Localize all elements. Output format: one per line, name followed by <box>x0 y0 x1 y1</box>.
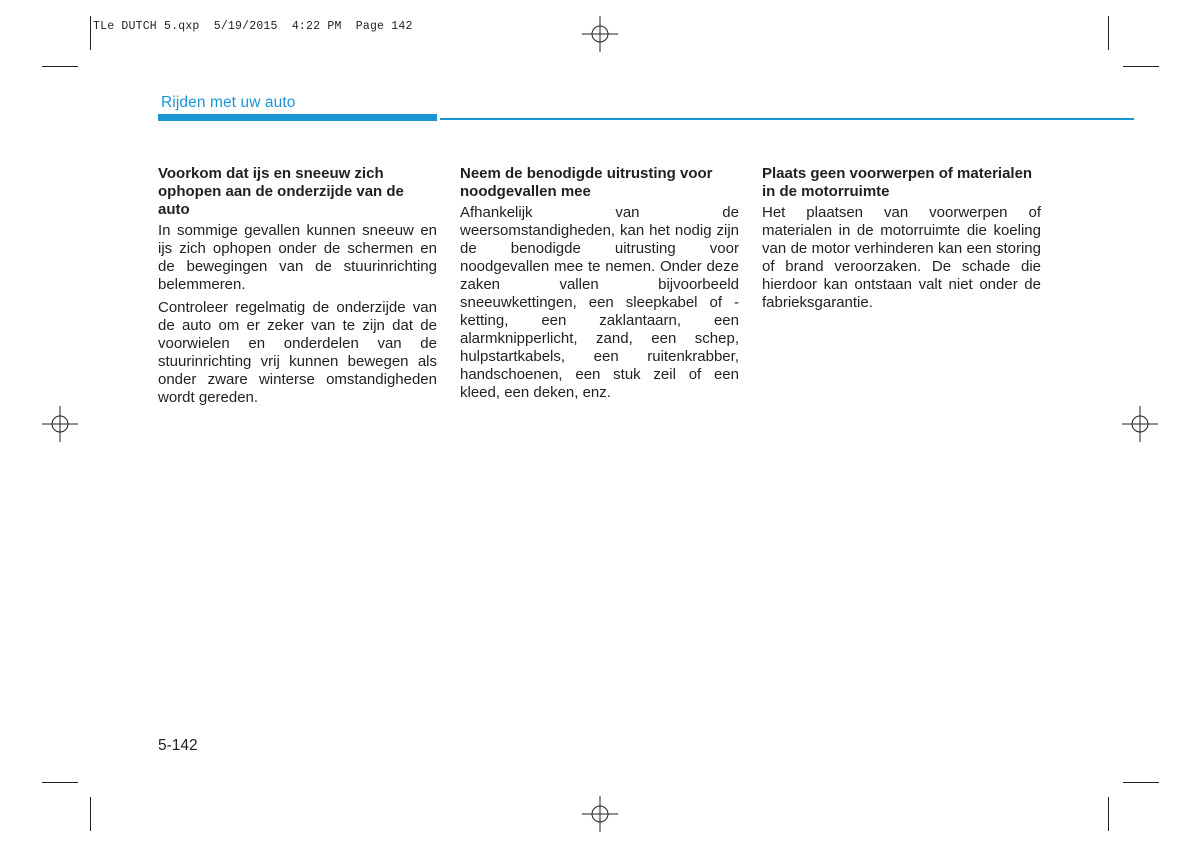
crop-mark-top-right-vertical <box>1108 16 1109 50</box>
text-column-3 <box>762 165 1041 317</box>
registration-mark-right-icon <box>1122 406 1158 442</box>
crop-mark-top-left-horizontal <box>42 66 78 67</box>
crop-mark-bottom-right-horizontal <box>1123 782 1159 783</box>
body-paragraph: Controleer regelmatig de onderzijde van de auto om er zeker van te zijn dat de voorwielen en onderdelen van de stuurinrichting vrij kunnen bewegen als onder zware winterse omstandigheden wordt gereden. <box>158 299 437 406</box>
column-heading: Plaats geen voorwerpen of materialen in de motorruimte <box>762 165 1033 200</box>
section-title: Rijden met uw auto <box>161 94 296 111</box>
page-number: 5-142 <box>158 737 198 754</box>
body-paragraph: In sommige gevallen kunnen sneeuw en ijs zich ophopen onder de schermen en de bewegingen van de stuurinrichting belemmeren. <box>158 222 437 293</box>
crop-mark-top-left-vertical <box>90 16 91 50</box>
text-column-1 <box>158 165 437 412</box>
registration-mark-top-icon <box>582 16 618 52</box>
crop-mark-top-right-horizontal <box>1123 66 1159 67</box>
crop-mark-bottom-left-horizontal <box>42 782 78 783</box>
header-rule-thick <box>158 114 437 121</box>
text-column-2 <box>460 165 739 407</box>
print-slug: TLe DUTCH 5.qxp 5/19/2015 4:22 PM Page 142 <box>93 20 413 33</box>
body-paragraph: Het plaatsen van voorwerpen of materialen in de motorruimte die koeling van de motor verhinderen kan een storing of brand veroorzaken. De schade die hierdoor kan ontstaan valt niet onder de fabrieksgarantie. <box>762 204 1041 311</box>
crop-mark-bottom-left-vertical <box>90 797 91 831</box>
crop-mark-bottom-right-vertical <box>1108 797 1109 831</box>
header-rule-thin <box>440 118 1134 120</box>
column-heading: Neem de benodigde uitrusting voor noodgevallen mee <box>460 165 713 200</box>
column-heading: Voorkom dat ijs en sneeuw zich ophopen aan de onderzijde van de auto <box>158 165 404 218</box>
registration-mark-left-icon <box>42 406 78 442</box>
registration-mark-bottom-icon <box>582 796 618 832</box>
body-paragraph: Afhankelijk van de weersomstandigheden, kan het nodig zijn de benodigde uitrusting voor noodgevallen mee te nemen. Onder deze zaken vallen bijvoorbeeld sneeuwkettingen, een sleepkabel of -ketting, een zaklantaarn, een alarmknipperlicht, zand, een schep, hulpstartkabels, een ruitenkrabber, handschoenen, een stuk zeil of een kleed, een deken, enz. <box>460 204 739 401</box>
